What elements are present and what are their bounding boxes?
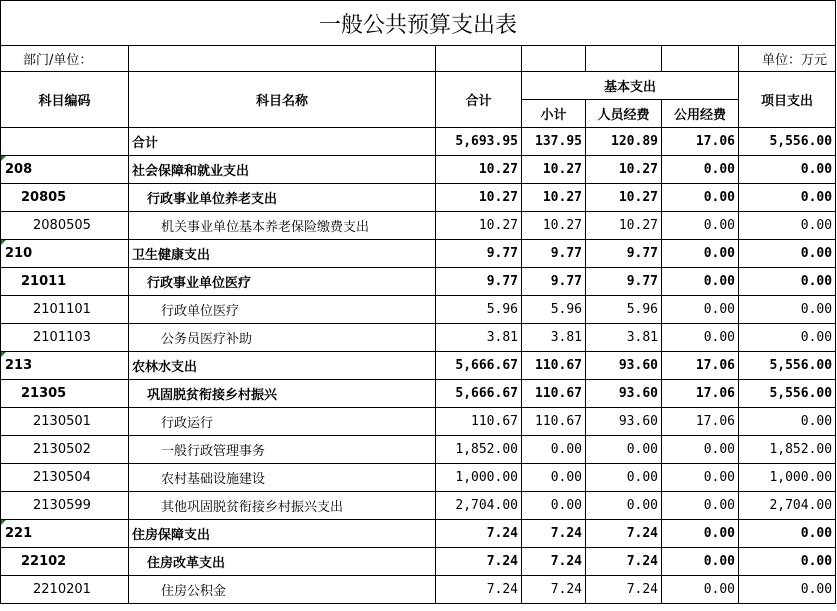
subtotal-cell[interactable]: 10.27: [522, 184, 586, 212]
subtotal-cell[interactable]: 0.00: [522, 492, 586, 520]
public-cell[interactable]: 0.00: [662, 156, 739, 184]
dept-label: 部门/单位：: [1, 46, 129, 72]
name-cell[interactable]: 社会保障和就业支出: [129, 156, 436, 184]
total-cell[interactable]: 10.27: [436, 156, 522, 184]
code-cell[interactable]: 21011: [1, 268, 129, 296]
subtotal-cell[interactable]: 137.95: [522, 128, 586, 156]
personnel-cell[interactable]: 9.77: [586, 240, 662, 268]
subtotal-cell[interactable]: 9.77: [522, 268, 586, 296]
public-cell[interactable]: 0.00: [662, 464, 739, 492]
blank-cell: [436, 46, 522, 72]
total-cell[interactable]: 7.24: [436, 548, 522, 576]
name-cell[interactable]: 巩固脱贫衔接乡村振兴: [129, 380, 436, 408]
total-cell[interactable]: 5,666.67: [436, 380, 522, 408]
public-cell[interactable]: 0.00: [662, 212, 739, 240]
table-row[interactable]: [1, 520, 836, 548]
header-basic: 基本支出: [522, 72, 739, 100]
personnel-cell[interactable]: 5.96: [586, 296, 662, 324]
total-cell[interactable]: 110.67: [436, 408, 522, 436]
table-row[interactable]: [1, 464, 836, 492]
code-cell[interactable]: 20805: [1, 184, 129, 212]
header-personnel: 人员经费: [586, 100, 662, 128]
personnel-cell[interactable]: 0.00: [586, 436, 662, 464]
public-cell[interactable]: 0.00: [662, 548, 739, 576]
header-project: 项目支出: [739, 72, 836, 128]
project-cell[interactable]: 1,000.00: [739, 464, 836, 492]
subtotal-cell[interactable]: 0.00: [522, 436, 586, 464]
total-cell[interactable]: 5.96: [436, 296, 522, 324]
total-cell[interactable]: 9.77: [436, 240, 522, 268]
code-cell[interactable]: 221: [1, 520, 129, 548]
public-cell[interactable]: 0.00: [662, 268, 739, 296]
name-cell[interactable]: 一般行政管理事务: [129, 436, 436, 464]
name-cell[interactable]: 行政运行: [129, 408, 436, 436]
project-cell[interactable]: 0.00: [739, 184, 836, 212]
table-row[interactable]: [1, 128, 836, 156]
personnel-cell[interactable]: 93.60: [586, 380, 662, 408]
personnel-cell[interactable]: 93.60: [586, 408, 662, 436]
personnel-cell[interactable]: 10.27: [586, 212, 662, 240]
table-row[interactable]: [1, 548, 836, 576]
header-public: 公用经费: [662, 100, 739, 128]
table-row[interactable]: [1, 436, 836, 464]
project-cell[interactable]: 0.00: [739, 296, 836, 324]
total-cell[interactable]: 2,704.00: [436, 492, 522, 520]
subtotal-cell[interactable]: 110.67: [522, 352, 586, 380]
project-cell[interactable]: 5,556.00: [739, 352, 836, 380]
total-cell[interactable]: 10.27: [436, 184, 522, 212]
project-cell[interactable]: 0.00: [739, 268, 836, 296]
public-cell[interactable]: 0.00: [662, 240, 739, 268]
subtotal-cell[interactable]: 110.67: [522, 380, 586, 408]
name-cell[interactable]: 行政单位医疗: [129, 296, 436, 324]
total-cell[interactable]: 3.81: [436, 324, 522, 352]
project-cell[interactable]: 0.00: [739, 156, 836, 184]
blank-cell: [662, 46, 739, 72]
project-cell[interactable]: 0.00: [739, 520, 836, 548]
subtotal-cell[interactable]: 10.27: [522, 156, 586, 184]
code-cell[interactable]: 2210201: [1, 576, 129, 604]
page-title: 一般公共预算支出表: [1, 1, 836, 46]
total-cell[interactable]: 5,666.67: [436, 352, 522, 380]
project-cell[interactable]: 5,556.00: [739, 128, 836, 156]
code-cell[interactable]: 22102: [1, 548, 129, 576]
personnel-cell[interactable]: 93.60: [586, 352, 662, 380]
personnel-cell[interactable]: 120.89: [586, 128, 662, 156]
table-row[interactable]: [1, 576, 836, 604]
header-subtotal: 小计: [522, 100, 586, 128]
subtotal-cell[interactable]: 9.77: [522, 240, 586, 268]
public-cell[interactable]: 0.00: [662, 184, 739, 212]
code-cell[interactable]: 210: [1, 240, 129, 268]
project-cell[interactable]: 0.00: [739, 408, 836, 436]
public-cell[interactable]: 17.06: [662, 352, 739, 380]
name-cell[interactable]: 公务员医疗补助: [129, 324, 436, 352]
header-total: 合计: [436, 72, 522, 128]
personnel-cell[interactable]: 0.00: [586, 464, 662, 492]
name-cell[interactable]: 合计: [129, 128, 436, 156]
code-cell[interactable]: 208: [1, 156, 129, 184]
personnel-cell[interactable]: 3.81: [586, 324, 662, 352]
name-cell[interactable]: 卫生健康支出: [129, 240, 436, 268]
project-cell[interactable]: 0.00: [739, 324, 836, 352]
code-cell[interactable]: 2130599: [1, 492, 129, 520]
blank-cell: [522, 46, 586, 72]
dept-value-cell[interactable]: [129, 46, 436, 72]
unit-label: 单位：万元: [739, 46, 836, 72]
table-row[interactable]: [1, 296, 836, 324]
code-cell[interactable]: 2130502: [1, 436, 129, 464]
subtotal-cell[interactable]: 7.24: [522, 576, 586, 604]
project-cell[interactable]: 1,852.00: [739, 436, 836, 464]
table-row[interactable]: [1, 212, 836, 240]
personnel-cell[interactable]: 10.27: [586, 156, 662, 184]
table-row[interactable]: [1, 380, 836, 408]
table-row[interactable]: [1, 492, 836, 520]
total-cell[interactable]: 9.77: [436, 268, 522, 296]
code-cell[interactable]: 2130504: [1, 464, 129, 492]
name-cell[interactable]: 其他巩固脱贫衔接乡村振兴支出: [129, 492, 436, 520]
table-row[interactable]: [1, 156, 836, 184]
personnel-cell[interactable]: 7.24: [586, 548, 662, 576]
total-cell[interactable]: 5,693.95: [436, 128, 522, 156]
header-code: 科目编码: [1, 72, 129, 128]
name-cell[interactable]: 农林水支出: [129, 352, 436, 380]
public-cell[interactable]: 0.00: [662, 324, 739, 352]
project-cell[interactable]: 5,556.00: [739, 380, 836, 408]
subtotal-cell[interactable]: 7.24: [522, 548, 586, 576]
name-cell[interactable]: 住房保障支出: [129, 520, 436, 548]
total-cell[interactable]: 10.27: [436, 212, 522, 240]
personnel-cell[interactable]: 9.77: [586, 268, 662, 296]
project-cell[interactable]: 0.00: [739, 212, 836, 240]
public-cell[interactable]: 0.00: [662, 576, 739, 604]
table-row[interactable]: [1, 408, 836, 436]
personnel-cell[interactable]: 7.24: [586, 520, 662, 548]
code-cell[interactable]: 2101101: [1, 296, 129, 324]
public-cell[interactable]: 17.06: [662, 380, 739, 408]
table-row[interactable]: [1, 268, 836, 296]
public-cell[interactable]: 0.00: [662, 296, 739, 324]
table-row[interactable]: [1, 184, 836, 212]
subtotal-cell[interactable]: 3.81: [522, 324, 586, 352]
public-cell[interactable]: 0.00: [662, 520, 739, 548]
project-cell[interactable]: 2,704.00: [739, 492, 836, 520]
name-cell[interactable]: 住房公积金: [129, 576, 436, 604]
total-cell[interactable]: 7.24: [436, 520, 522, 548]
total-cell[interactable]: 1,852.00: [436, 436, 522, 464]
subtotal-cell[interactable]: 110.67: [522, 408, 586, 436]
blank-cell: [586, 46, 662, 72]
code-cell[interactable]: 213: [1, 352, 129, 380]
table-row[interactable]: [1, 352, 836, 380]
project-cell[interactable]: 0.00: [739, 576, 836, 604]
subtotal-cell[interactable]: 7.24: [522, 520, 586, 548]
header-name: 科目名称: [129, 72, 436, 128]
name-cell[interactable]: 农村基础设施建设: [129, 464, 436, 492]
personnel-cell[interactable]: 7.24: [586, 576, 662, 604]
code-cell[interactable]: 2130501: [1, 408, 129, 436]
table-row[interactable]: [1, 324, 836, 352]
public-cell[interactable]: 17.06: [662, 408, 739, 436]
public-cell[interactable]: 0.00: [662, 436, 739, 464]
code-cell[interactable]: 2080505: [1, 212, 129, 240]
table-row[interactable]: [1, 240, 836, 268]
personnel-cell[interactable]: 0.00: [586, 492, 662, 520]
name-cell[interactable]: 住房改革支出: [129, 548, 436, 576]
code-cell[interactable]: 21305: [1, 380, 129, 408]
public-cell[interactable]: 0.00: [662, 492, 739, 520]
code-cell[interactable]: 2101103: [1, 324, 129, 352]
name-cell[interactable]: 行政事业单位养老支出: [129, 184, 436, 212]
name-cell[interactable]: 机关事业单位基本养老保险缴费支出: [129, 212, 436, 240]
subtotal-cell[interactable]: 0.00: [522, 464, 586, 492]
code-cell[interactable]: [1, 128, 129, 156]
name-cell[interactable]: 行政事业单位医疗: [129, 268, 436, 296]
total-cell[interactable]: 7.24: [436, 576, 522, 604]
project-cell[interactable]: 0.00: [739, 548, 836, 576]
personnel-cell[interactable]: 10.27: [586, 184, 662, 212]
subtotal-cell[interactable]: 10.27: [522, 212, 586, 240]
subtotal-cell[interactable]: 5.96: [522, 296, 586, 324]
public-cell[interactable]: 17.06: [662, 128, 739, 156]
project-cell[interactable]: 0.00: [739, 240, 836, 268]
total-cell[interactable]: 1,000.00: [436, 464, 522, 492]
